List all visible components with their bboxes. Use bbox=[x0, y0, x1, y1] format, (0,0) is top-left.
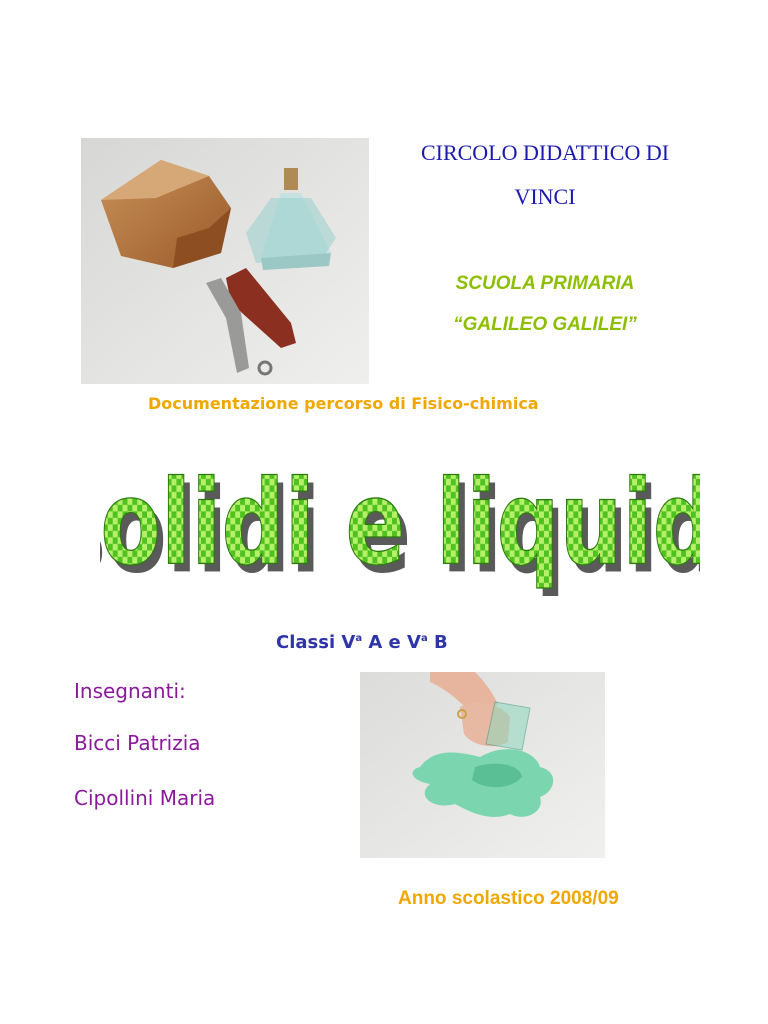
photo-liquid bbox=[360, 672, 605, 858]
main-title bbox=[100, 462, 700, 612]
classes-sup-2: a bbox=[420, 633, 428, 644]
primaria-line-2: “GALILEO GALILEI” bbox=[453, 314, 637, 335]
teacher-name-2: Cipollini Maria bbox=[74, 786, 216, 810]
classes-sup-1: a bbox=[355, 633, 363, 644]
teacher-name-1: Bicci Patrizia bbox=[74, 731, 201, 755]
circolo-line-2: VINCI bbox=[514, 184, 576, 209]
classes-prefix: Classi V bbox=[276, 632, 356, 653]
classes-suffix: B bbox=[427, 632, 448, 653]
documentation-subtitle: Documentazione percorso di Fisico-chimica bbox=[148, 394, 539, 413]
teachers-heading: Insegnanti: bbox=[74, 679, 186, 703]
photo-solids bbox=[81, 138, 369, 384]
school-year: Anno scolastico 2008/09 bbox=[398, 888, 619, 909]
title-text: olidi e liqui bbox=[100, 462, 653, 592]
title-shadow: olidi e liqui bbox=[106, 464, 659, 600]
primaria-line-1: SCUOLA PRIMARIA bbox=[455, 273, 635, 294]
classes-mid: A e V bbox=[362, 632, 421, 653]
classes-line bbox=[276, 632, 448, 653]
circolo-line-1: CIRCOLO DIDATTICO DI bbox=[420, 140, 670, 165]
